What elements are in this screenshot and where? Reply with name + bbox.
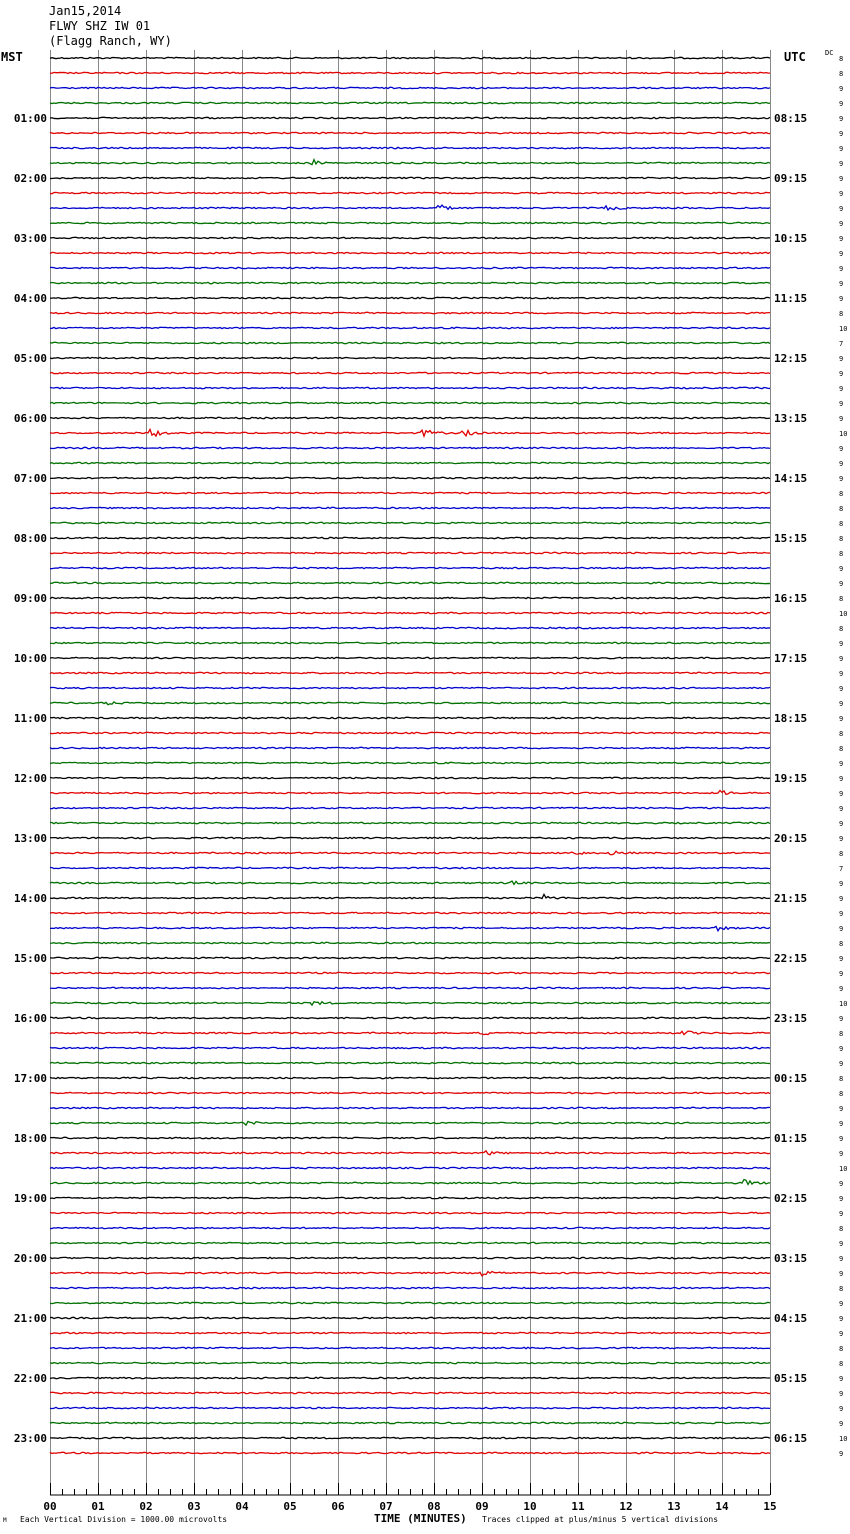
- x-tick-label: 01: [91, 1500, 105, 1513]
- header-station: FLWY SHZ IW 01: [49, 19, 151, 33]
- dc-offset-value: 8: [839, 940, 844, 948]
- seismic-trace: [50, 1407, 770, 1408]
- seismic-trace: [50, 627, 770, 628]
- dc-offset-value: 9: [839, 250, 844, 258]
- seismic-trace: [50, 1077, 770, 1078]
- dc-offset-value: 9: [839, 385, 844, 393]
- seismic-trace: [50, 327, 770, 328]
- dc-offset-value: 9: [839, 700, 844, 708]
- x-tick-label: 03: [187, 1500, 201, 1513]
- dc-offset-value: 9: [839, 835, 844, 843]
- x-tick-label: 12: [619, 1500, 633, 1513]
- seismic-trace: [50, 1362, 770, 1363]
- seismic-trace: [50, 1002, 770, 1005]
- seismic-trace: [50, 342, 770, 343]
- x-tick-label: 10: [523, 1500, 537, 1513]
- seismic-trace: [50, 1031, 770, 1034]
- right-hour-label: 09:15: [774, 172, 808, 185]
- seismic-trace: [50, 1271, 770, 1275]
- right-hour-label: 12:15: [774, 352, 808, 365]
- dc-offset-value: 9: [839, 160, 844, 168]
- seismic-trace: [50, 894, 770, 898]
- left-hour-label: 05:00: [13, 352, 47, 365]
- dc-offset-value: 9: [839, 715, 844, 723]
- right-hour-label: 22:15: [774, 952, 808, 965]
- seismic-trace: [50, 567, 770, 568]
- seismic-trace: [50, 1092, 770, 1093]
- seismic-trace: [50, 372, 770, 373]
- seismic-trace: [50, 1062, 770, 1063]
- seismic-trace: [50, 1167, 770, 1168]
- dc-offset-value: 9: [839, 820, 844, 828]
- right-hour-label: 08:15: [774, 112, 808, 125]
- seismic-trace: [50, 1137, 770, 1138]
- dc-offset-value: 9: [839, 1300, 844, 1308]
- seismic-trace: [50, 762, 770, 763]
- dc-offset-value: 7: [839, 340, 844, 348]
- seismic-trace: [50, 72, 770, 73]
- left-hour-label: 18:00: [13, 1132, 47, 1145]
- seismic-trace: [50, 957, 770, 958]
- dc-offset-value: 9: [839, 985, 844, 993]
- left-hour-label: 17:00: [13, 1072, 47, 1085]
- dc-offset-value: 10: [839, 1435, 848, 1443]
- dc-offset-value: 9: [839, 760, 844, 768]
- seismic-trace: [50, 1180, 770, 1185]
- left-hour-label: 10:00: [13, 652, 47, 665]
- dc-offset-value: 9: [839, 1120, 844, 1128]
- x-tick-label: 11: [571, 1500, 585, 1513]
- left-hour-label: 12:00: [13, 772, 47, 785]
- right-hour-label: 13:15: [774, 412, 808, 425]
- seismic-trace: [50, 1332, 770, 1333]
- dc-offset-value: 9: [839, 1450, 844, 1458]
- seismic-trace: [50, 492, 770, 493]
- seismic-trace: [50, 1257, 770, 1258]
- seismic-trace: [50, 1212, 770, 1213]
- dc-offset-value: 9: [839, 145, 844, 153]
- seismic-trace: [50, 387, 770, 388]
- right-hour-label: 01:15: [774, 1132, 808, 1145]
- x-tick-label: 14: [715, 1500, 729, 1513]
- seismic-trace: [50, 222, 770, 223]
- footer-clip-note: Traces clipped at plus/minus 5 vertical divisions: [482, 1515, 719, 1524]
- seismic-trace: [50, 597, 770, 598]
- dc-offset-value: 9: [839, 280, 844, 288]
- dc-offset-value: 10: [839, 610, 848, 618]
- seismic-trace: [50, 612, 770, 613]
- dc-offset-value: 9: [839, 1180, 844, 1188]
- dc-offset-value: 7: [839, 865, 844, 873]
- right-hour-label: 11:15: [774, 292, 808, 305]
- dc-offset-value: 8: [839, 490, 844, 498]
- seismic-trace: [50, 912, 770, 913]
- left-hour-label: 13:00: [13, 832, 47, 845]
- seismic-trace: [50, 851, 770, 855]
- dc-offset-value: 9: [839, 130, 844, 138]
- dc-offset-value: 9: [839, 1135, 844, 1143]
- dc-offset-value: 9: [839, 655, 844, 663]
- x-tick-label: 04: [235, 1500, 249, 1513]
- dc-offset-value: 9: [839, 580, 844, 588]
- dc-offset-value: 9: [839, 415, 844, 423]
- dc-offset-value: 9: [839, 1315, 844, 1323]
- right-hour-label: 23:15: [774, 1012, 808, 1025]
- right-hour-label: 17:15: [774, 652, 808, 665]
- dc-offset-value: 9: [839, 475, 844, 483]
- seismic-trace: [50, 747, 770, 748]
- seismic-trace: [50, 537, 770, 538]
- seismic-trace: [50, 132, 770, 133]
- dc-offset-value: 9: [839, 1405, 844, 1413]
- left-hour-label: 08:00: [13, 532, 47, 545]
- seismic-trace: [50, 1047, 770, 1048]
- dc-offset-value: 8: [839, 550, 844, 558]
- seismic-trace: [50, 87, 770, 88]
- dc-offset-value: 9: [839, 640, 844, 648]
- seismic-trace: [50, 1227, 770, 1228]
- left-hour-label: 16:00: [13, 1012, 47, 1025]
- dc-offset-value: 9: [839, 115, 844, 123]
- dc-offset-value: 9: [839, 205, 844, 213]
- left-timezone-label: MST: [1, 50, 23, 64]
- right-hour-label: 03:15: [774, 1252, 808, 1265]
- left-hour-label: 23:00: [13, 1432, 47, 1445]
- dc-offset-value: 9: [839, 190, 844, 198]
- left-hour-label: 11:00: [13, 712, 47, 725]
- left-hour-label: 02:00: [13, 172, 47, 185]
- seismic-trace: [50, 417, 770, 418]
- dc-offset-value: 8: [839, 535, 844, 543]
- dc-offset-value: 8: [839, 1075, 844, 1083]
- x-tick-label: 07: [379, 1500, 393, 1513]
- dc-offset-value: 10: [839, 1165, 848, 1173]
- dc-offset-value: 9: [839, 220, 844, 228]
- seismic-trace: [50, 312, 770, 313]
- seismic-trace: [50, 657, 770, 658]
- dc-offset-value: 9: [839, 1420, 844, 1428]
- dc-offset-value: 9: [839, 1270, 844, 1278]
- dc-offset-value: 9: [839, 295, 844, 303]
- dc-offset-value: 10: [839, 1000, 848, 1008]
- seismic-trace: [50, 987, 770, 988]
- seismic-trace: [50, 867, 770, 868]
- dc-offset-value: 8: [839, 1360, 844, 1368]
- right-hour-label: 16:15: [774, 592, 808, 605]
- dc-offset-value: 9: [839, 925, 844, 933]
- seismic-trace: [50, 822, 770, 823]
- dc-offset-value: 8: [839, 595, 844, 603]
- dc-offset-value: 9: [839, 955, 844, 963]
- dc-offset-value: 9: [839, 910, 844, 918]
- left-hour-label: 21:00: [13, 1312, 47, 1325]
- dc-offset-value: 9: [839, 1195, 844, 1203]
- dc-offset-value: 9: [839, 1255, 844, 1263]
- seismic-trace: [50, 1242, 770, 1243]
- left-hour-label: 06:00: [13, 412, 47, 425]
- dc-offset-value: 9: [839, 400, 844, 408]
- right-hour-label: 06:15: [774, 1432, 808, 1445]
- dc-offset-value: 8: [839, 55, 844, 63]
- seismic-trace: [50, 1422, 770, 1423]
- dc-offset-value: 9: [839, 1060, 844, 1068]
- dc-offset-value: 9: [839, 970, 844, 978]
- x-tick-label: 05: [283, 1500, 297, 1513]
- left-hour-label: 14:00: [13, 892, 47, 905]
- seismic-trace: [50, 267, 770, 268]
- seismic-trace: [50, 642, 770, 643]
- seismic-trace: [50, 507, 770, 508]
- seismic-trace: [50, 1121, 770, 1125]
- dc-offset-value: 8: [839, 1225, 844, 1233]
- dc-offset-value: 9: [839, 1390, 844, 1398]
- dc-offset-value: 9: [839, 565, 844, 573]
- seismic-trace: [50, 522, 770, 523]
- right-hour-label: 19:15: [774, 772, 808, 785]
- seismic-trace: [50, 192, 770, 193]
- x-axis-title: TIME (MINUTES): [374, 1512, 467, 1525]
- seismic-trace: [50, 552, 770, 553]
- dc-offset-value: 9: [839, 775, 844, 783]
- dc-offset-value: 10: [839, 430, 848, 438]
- seismic-trace: [50, 1017, 770, 1018]
- seismic-trace: [50, 777, 770, 778]
- dc-offset-value: 8: [839, 310, 844, 318]
- footer-mark: M: [3, 1517, 7, 1524]
- dc-offset-value: 9: [839, 370, 844, 378]
- seismic-trace: [50, 1107, 770, 1108]
- seismic-trace: [50, 717, 770, 718]
- dc-offset-value: 9: [839, 880, 844, 888]
- x-tick-label: 02: [139, 1500, 153, 1513]
- left-hour-label: 09:00: [13, 592, 47, 605]
- dc-offset-value: 9: [839, 445, 844, 453]
- dc-offset-value: 8: [839, 505, 844, 513]
- seismic-trace: [50, 790, 770, 794]
- seismic-trace: [50, 447, 770, 448]
- dc-offset-labels: [839, 55, 847, 1458]
- seismic-trace: [50, 297, 770, 298]
- left-hour-label: 01:00: [13, 112, 47, 125]
- dc-offset-value: 9: [839, 670, 844, 678]
- x-tick-label: 06: [331, 1500, 345, 1513]
- dc-offset-value: 9: [839, 1015, 844, 1023]
- seismic-trace: [50, 687, 770, 688]
- dc-offset-value: 9: [839, 460, 844, 468]
- dc-offset-value: 8: [839, 730, 844, 738]
- dc-offset-value: 9: [839, 100, 844, 108]
- seismic-trace: [50, 57, 770, 58]
- seismic-trace: [50, 1287, 770, 1288]
- seismic-trace: [50, 102, 770, 103]
- dc-offset-value: 9: [839, 1045, 844, 1053]
- dc-offset-value: 9: [839, 175, 844, 183]
- right-hour-label: 10:15: [774, 232, 808, 245]
- dc-offset-value: 8: [839, 1090, 844, 1098]
- grid-lines: [51, 50, 771, 1495]
- dc-offset-value: 8: [839, 1345, 844, 1353]
- seismic-trace: [50, 282, 770, 283]
- header-location: (Flagg Ranch, WY): [49, 34, 172, 48]
- seismic-trace: [50, 1377, 770, 1378]
- seismic-trace: [50, 402, 770, 403]
- x-tick-label: 15: [763, 1500, 777, 1513]
- dc-offset-value: 8: [839, 745, 844, 753]
- seismic-trace: [50, 942, 770, 943]
- dc-offset-value: 9: [839, 1150, 844, 1158]
- seismic-trace: [50, 1437, 770, 1438]
- seismic-trace: [50, 160, 770, 165]
- dc-offset-value: 9: [839, 355, 844, 363]
- right-hour-label: 20:15: [774, 832, 808, 845]
- dc-offset-value: 8: [839, 625, 844, 633]
- seismic-trace: [50, 237, 770, 238]
- seismic-trace: [50, 147, 770, 148]
- seismic-trace: [50, 1302, 770, 1303]
- footer-scale-note: Each Vertical Division = 1000.00 microvolts: [20, 1515, 228, 1524]
- dc-offset-value: 9: [839, 1105, 844, 1113]
- seismic-trace: [50, 205, 770, 210]
- x-tick-label: 13: [667, 1500, 681, 1513]
- right-hour-label: 02:15: [774, 1192, 808, 1205]
- dc-offset-value: 9: [839, 85, 844, 93]
- right-hour-label: 14:15: [774, 472, 808, 485]
- right-hour-label: 18:15: [774, 712, 808, 725]
- dc-offset-value: 8: [839, 1030, 844, 1038]
- seismic-trace: [50, 1347, 770, 1348]
- seismic-trace: [50, 582, 770, 583]
- dc-offset-value: 9: [839, 895, 844, 903]
- dc-offset-value: 10: [839, 325, 848, 333]
- right-hour-label: 21:15: [774, 892, 808, 905]
- left-hour-label: 07:00: [13, 472, 47, 485]
- seismic-trace: [50, 477, 770, 478]
- seismic-trace: [50, 252, 770, 253]
- seismic-trace: [50, 1452, 770, 1453]
- dc-offset-value: 8: [839, 520, 844, 528]
- x-tick-label: 09: [475, 1500, 489, 1513]
- header-date: Jan15,2014: [49, 4, 122, 18]
- dc-offset-value: 9: [839, 1240, 844, 1248]
- seismic-trace: [50, 807, 770, 808]
- seismic-trace: [50, 462, 770, 463]
- seismic-trace: [50, 177, 770, 178]
- dc-offset-value: 9: [839, 1330, 844, 1338]
- right-timezone-label: UTC: [784, 50, 806, 64]
- left-hour-label: 03:00: [13, 232, 47, 245]
- seismic-trace: [50, 357, 770, 358]
- dc-offset-value: 9: [839, 790, 844, 798]
- x-tick-label: 08: [427, 1500, 441, 1513]
- seismic-trace: [50, 117, 770, 118]
- seismic-trace: [50, 926, 770, 930]
- dc-offset-value: 9: [839, 685, 844, 693]
- dc-offset-value: 9: [839, 1210, 844, 1218]
- left-hour-label: 15:00: [13, 952, 47, 965]
- seismic-trace: [50, 972, 770, 973]
- x-axis: [43, 1483, 776, 1513]
- seismic-trace: [50, 1197, 770, 1198]
- trace-lines: [50, 57, 770, 1453]
- right-hour-label: 15:15: [774, 532, 808, 545]
- seismic-trace: [50, 1392, 770, 1393]
- right-hour-label: 00:15: [774, 1072, 808, 1085]
- dc-offset-value: 9: [839, 805, 844, 813]
- dc-offset-value: 8: [839, 850, 844, 858]
- left-hour-label: 20:00: [13, 1252, 47, 1265]
- left-hour-label: 22:00: [13, 1372, 47, 1385]
- right-hour-label: 05:15: [774, 1372, 808, 1385]
- left-hour-label: 04:00: [13, 292, 47, 305]
- x-tick-label: 00: [43, 1500, 57, 1513]
- dc-offset-value: 9: [839, 265, 844, 273]
- seismic-trace: [50, 702, 770, 705]
- dc-header-label: DC: [825, 49, 834, 57]
- seismic-trace: [50, 429, 770, 436]
- seismic-trace: [50, 881, 770, 884]
- seismic-trace: [50, 837, 770, 838]
- seismic-trace: [50, 1151, 770, 1155]
- right-hour-label: 04:15: [774, 1312, 808, 1325]
- dc-offset-value: 9: [839, 1375, 844, 1383]
- seismic-trace: [50, 672, 770, 673]
- dc-offset-value: 8: [839, 70, 844, 78]
- left-hour-label: 19:00: [13, 1192, 47, 1205]
- dc-offset-value: 9: [839, 235, 844, 243]
- dc-offset-value: 8: [839, 1285, 844, 1293]
- seismic-trace: [50, 1317, 770, 1318]
- seismic-trace: [50, 732, 770, 733]
